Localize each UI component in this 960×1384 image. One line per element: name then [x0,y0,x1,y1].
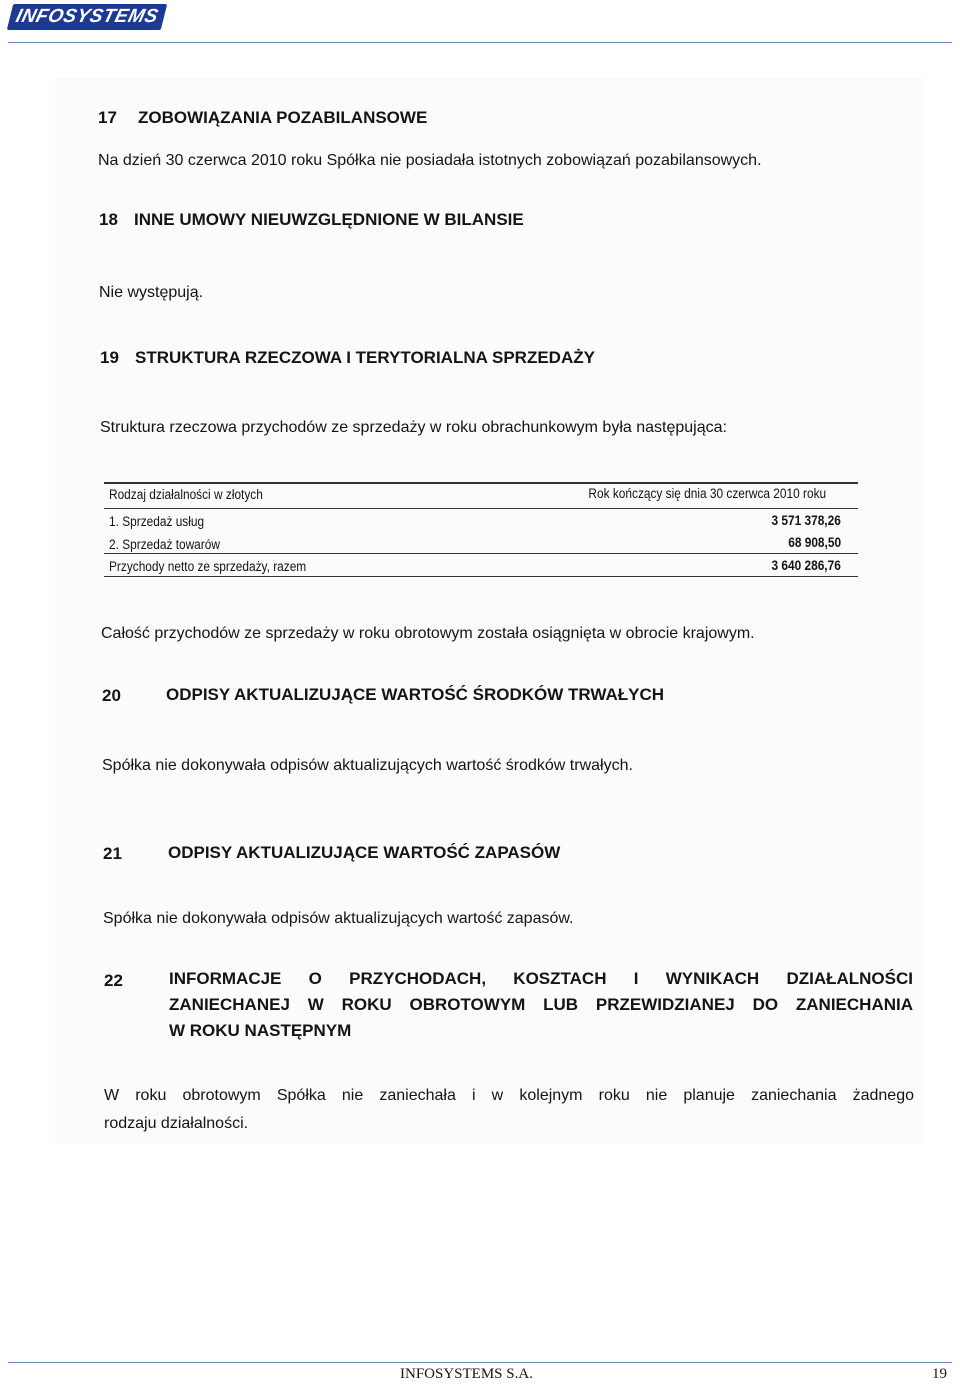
section-17-number: 17 [98,108,117,127]
section-22-text-line-1: W roku obrotowym Spółka nie zaniechała i w kolejnym roku nie planuje zaniechania żadnego [104,1087,914,1104]
table-total-value: 3 640 286,76 [771,558,841,573]
section-18-text: Nie występują. [99,284,204,301]
section-17-text: Na dzień 30 czerwca 2010 roku Spółka nie posiadała istotnych zobowiązań pozabilansowych. [98,152,762,169]
table-header-activity: Rodzaj działalności w złotych [109,487,263,502]
section-22-title-line-1: INFORMACJE O PRZYCHODACH, KOSZTACH I WYNIKACH DZIAŁALNOŚCI [169,969,913,988]
section-22-title-line-3: W ROKU NASTĘPNYM [169,1021,352,1040]
section-20-title: ODPISY AKTUALIZUJĄCE WARTOŚĆ ŚRODKÓW TRWAŁYCH [166,685,665,704]
section-17-title: ZOBOWIĄZANIA POZABILANSOWE [138,108,428,127]
section-19-title: STRUKTURA RZECZOWA I TERYTORIALNA SPRZEDAŻY [135,348,595,367]
section-22-text-line-2: rodzaju działalności. [104,1115,249,1132]
table-header-rule [104,508,858,509]
section-22-title-line-2: ZANIECHANEJ W ROKU OBROTOWYM LUB PRZEWIDZIANEJ DO ZANIECHANIA [169,995,913,1014]
section-18-title: INNE UMOWY NIEUWZGLĘDNIONE W BILANSIE [134,210,524,229]
footer-company: INFOSYSTEMS S.A. [400,1366,533,1382]
header-rule [8,42,952,43]
table-row-label: 2. Sprzedaż towarów [109,537,220,552]
table-row-label: 1. Sprzedaż usług [109,514,205,529]
section-21-number: 21 [103,844,122,863]
section-18-number: 18 [99,210,118,229]
footer-rule [8,1362,952,1363]
section-20-number: 20 [102,686,121,705]
table-row-value: 3 571 378,26 [771,513,841,528]
section-21-text: Spółka nie dokonywała odpisów aktualizujących wartość zapasów. [103,910,574,927]
section-19-intro: Struktura rzeczowa przychodów ze sprzedaży w roku obrachunkowym była następująca: [100,419,727,436]
logo-text: INFOSYSTEMS [13,6,161,27]
section-21-title: ODPISY AKTUALIZUJĄCE WARTOŚĆ ZAPASÓW [168,843,561,862]
table-bottom-rule [104,576,858,577]
section-22-number: 22 [104,971,123,990]
section-19-number: 19 [100,348,119,367]
table-row-value: 68 908,50 [788,535,841,550]
table-top-rule [104,482,858,484]
section-20-text: Spółka nie dokonywała odpisów aktualizujących wartość środków trwałych. [102,757,633,774]
table-header-year: Rok kończący się dnia 30 czerwca 2010 roku [588,486,826,501]
section-19-outro: Całość przychodów ze sprzedaży w roku obrotowym została osiągnięta w obrocie krajowym. [101,625,755,642]
table-total-label: Przychody netto ze sprzedaży, razem [109,559,307,574]
page-number: 19 [932,1366,947,1382]
company-logo [7,4,167,30]
table-row-rule [104,553,858,554]
